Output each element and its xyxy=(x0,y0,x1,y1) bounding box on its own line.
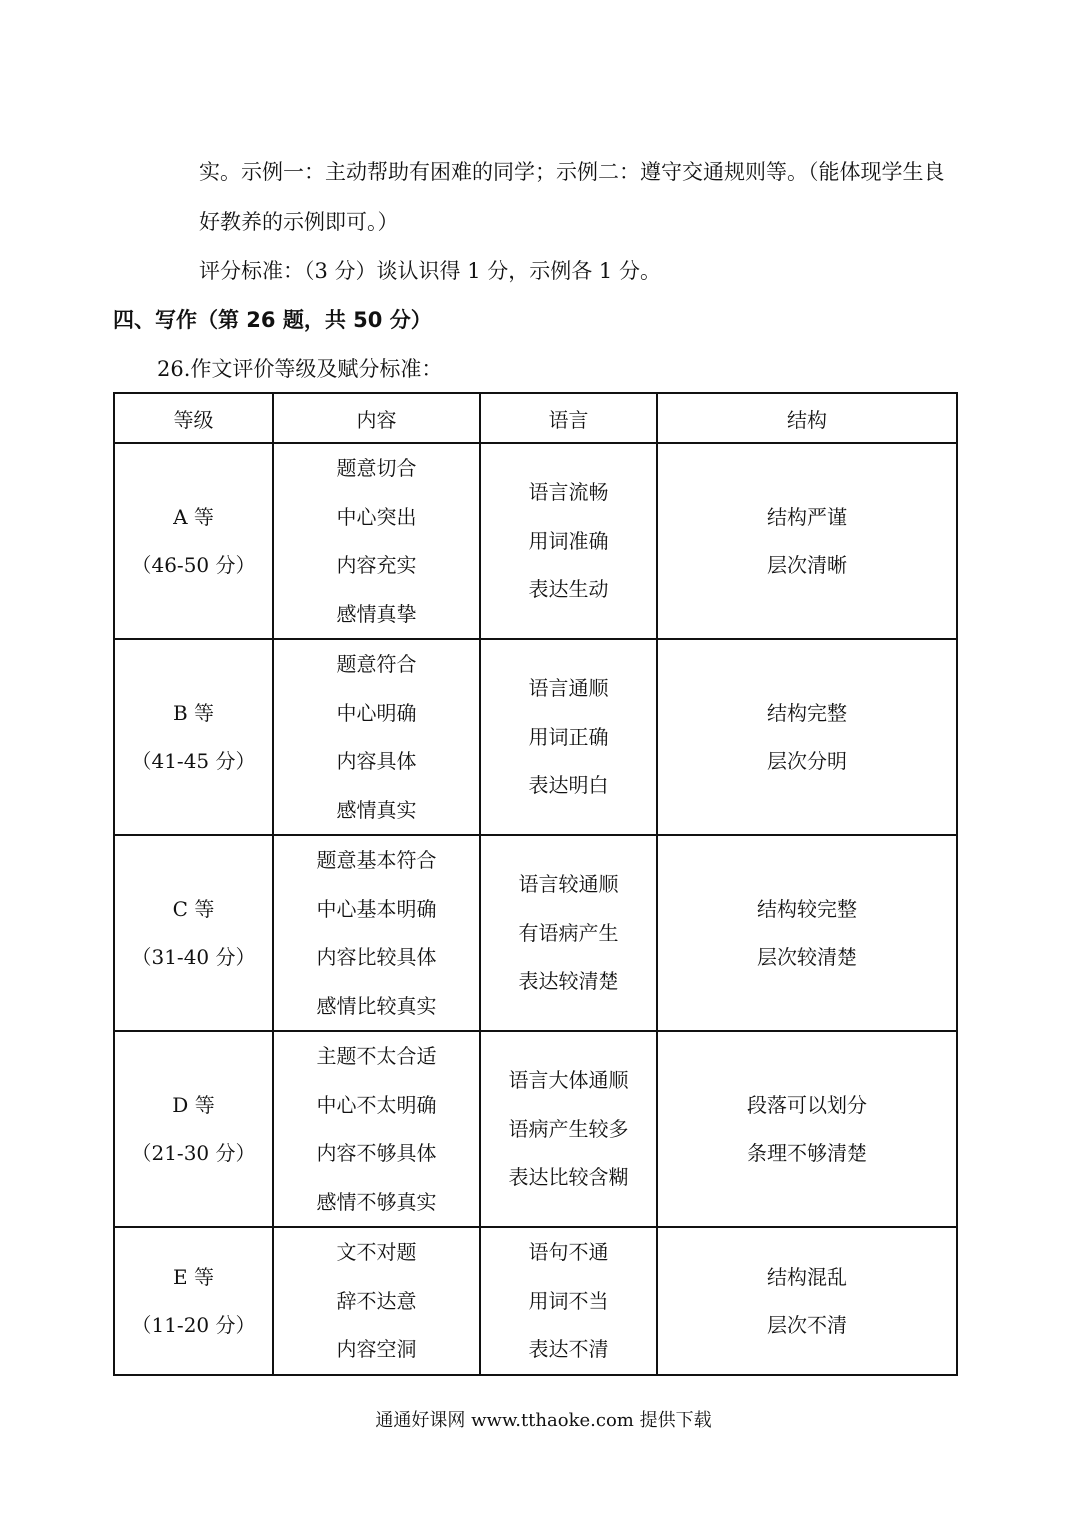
structure-criterion: 结构完整 xyxy=(767,700,847,725)
grade-cell xyxy=(114,1227,273,1375)
structure-criterion: 条理不够清楚 xyxy=(747,1141,867,1165)
content-cell xyxy=(273,1031,480,1227)
grade-label: C 等 xyxy=(172,896,215,921)
content-criterion: 中心突出 xyxy=(336,504,417,529)
table-header-row xyxy=(114,393,957,443)
language-criterion: 有语病产生 xyxy=(518,920,619,945)
structure-criterion: 结构较完整 xyxy=(757,896,857,921)
content-cell xyxy=(273,639,480,835)
table-row xyxy=(114,443,957,639)
content-cell xyxy=(273,835,480,1031)
grade-label: B 等 xyxy=(172,700,215,725)
content-criterion: 中心不太明确 xyxy=(316,1092,437,1117)
language-criterion: 用词不当 xyxy=(528,1288,609,1313)
grade-label: A 等 xyxy=(173,504,214,529)
content-criterion: 内容充实 xyxy=(336,553,417,577)
table-row xyxy=(114,1031,957,1227)
grade-score-range: （31-40 分） xyxy=(131,945,256,969)
content-criterion: 内容比较具体 xyxy=(316,945,437,969)
structure-criterion: 层次清晰 xyxy=(767,553,847,577)
grade-cell xyxy=(114,1031,273,1227)
language-criterion: 用词准确 xyxy=(528,528,609,553)
content-cell xyxy=(273,1227,480,1375)
rubric-table xyxy=(113,392,958,1376)
language-criterion: 语病产生较多 xyxy=(508,1116,629,1141)
footer-source: 通通好课网 www.tthaoke.com 提供下载 xyxy=(375,1410,712,1431)
header-language: 语言 xyxy=(480,393,657,443)
grade-score-range: （46-50 分） xyxy=(131,553,256,577)
content-criterion: 内容具体 xyxy=(336,749,417,773)
language-criterion: 表达较清楚 xyxy=(518,969,619,994)
language-criterion: 语言较通顺 xyxy=(518,872,619,897)
structure-criterion: 段落可以划分 xyxy=(747,1092,867,1117)
content-criterion: 辞不达意 xyxy=(336,1288,417,1313)
content-criterion: 感情真实 xyxy=(336,797,417,822)
language-criterion: 表达不清 xyxy=(528,1337,609,1362)
grade-label: E 等 xyxy=(173,1264,214,1289)
content-criterion: 内容空洞 xyxy=(336,1337,417,1362)
structure-criterion: 层次不清 xyxy=(767,1313,847,1337)
table-row xyxy=(114,1227,957,1375)
language-cell xyxy=(480,1031,657,1227)
language-criterion: 表达比较含糊 xyxy=(508,1165,629,1190)
language-criterion: 语言流畅 xyxy=(528,480,609,505)
table-row xyxy=(114,835,957,1031)
structure-criterion: 层次较清楚 xyxy=(757,945,857,969)
scoring-criteria-line: 评分标准：（3 分）谈认识得 1 分，示例各 1 分。 xyxy=(199,259,661,283)
structure-cell xyxy=(657,835,957,1031)
grade-cell xyxy=(114,443,273,639)
section-heading-writing: 四、写作（第 26 题，共 50 分） xyxy=(113,308,432,332)
content-cell xyxy=(273,443,480,639)
language-criterion: 语言大体通顺 xyxy=(508,1068,629,1093)
grade-score-range: （21-30 分） xyxy=(131,1141,256,1165)
content-criterion: 中心基本明确 xyxy=(316,896,437,921)
grade-score-range: （41-45 分） xyxy=(131,749,256,773)
header-content: 内容 xyxy=(273,393,480,443)
language-criterion: 语句不通 xyxy=(528,1240,609,1265)
content-criterion: 感情不够真实 xyxy=(316,1189,437,1214)
language-criterion: 表达明白 xyxy=(528,773,609,798)
table-row xyxy=(114,639,957,835)
language-cell xyxy=(480,1227,657,1375)
question-intro: 26.作文评价等级及赋分标准： xyxy=(157,357,443,381)
content-criterion: 内容不够具体 xyxy=(316,1141,437,1165)
language-criterion: 用词正确 xyxy=(528,724,609,749)
grade-score-range: （11-20 分） xyxy=(131,1313,256,1337)
language-cell xyxy=(480,639,657,835)
language-criterion: 表达生动 xyxy=(528,577,609,602)
header-grade: 等级 xyxy=(114,393,273,443)
grade-cell xyxy=(114,639,273,835)
content-criterion: 感情真挚 xyxy=(336,601,417,626)
language-criterion: 语言通顺 xyxy=(528,676,609,701)
structure-cell xyxy=(657,443,957,639)
language-cell xyxy=(480,443,657,639)
structure-criterion: 结构严谨 xyxy=(767,504,847,529)
content-criterion: 文不对题 xyxy=(336,1240,417,1265)
structure-cell xyxy=(657,1227,957,1375)
language-cell xyxy=(480,835,657,1031)
answer-text-line-1: 实。示例一：主动帮助有困难的同学；示例二：遵守交通规则等。（能体现学生良 xyxy=(199,160,945,184)
content-criterion: 感情比较真实 xyxy=(316,993,437,1018)
content-criterion: 题意符合 xyxy=(336,652,417,676)
structure-criterion: 结构混乱 xyxy=(767,1264,847,1289)
content-criterion: 题意基本符合 xyxy=(316,848,437,872)
content-criterion: 中心明确 xyxy=(336,700,417,725)
grade-cell xyxy=(114,835,273,1031)
structure-cell xyxy=(657,639,957,835)
answer-text-line-2: 好教养的示例即可。） xyxy=(199,210,399,234)
content-criterion: 主题不太合适 xyxy=(316,1044,437,1068)
grade-label: D 等 xyxy=(172,1092,215,1117)
structure-criterion: 层次分明 xyxy=(767,749,847,773)
header-structure: 结构 xyxy=(657,393,957,443)
structure-cell xyxy=(657,1031,957,1227)
content-criterion: 题意切合 xyxy=(336,456,417,480)
